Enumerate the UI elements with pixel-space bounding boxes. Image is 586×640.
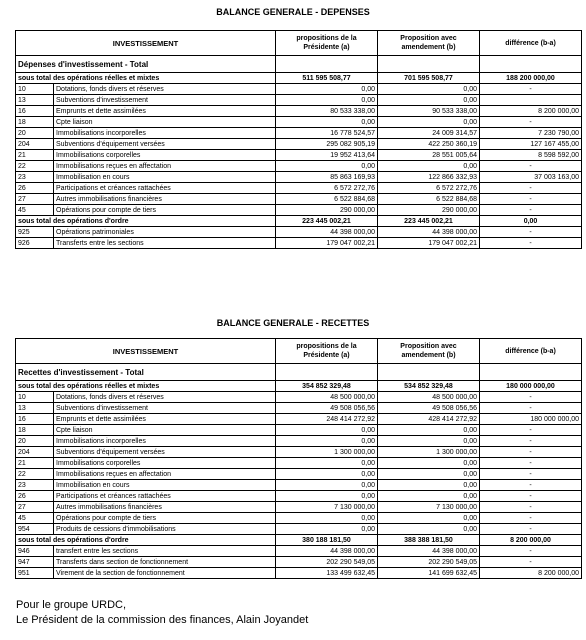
row-amendement: 0,00 [378, 458, 480, 469]
table-row [16, 238, 582, 249]
row-code: 204 [16, 447, 54, 458]
row-proposition: 290 000,00 [276, 205, 378, 216]
row-code: 13 [16, 95, 54, 106]
row-proposition: 0,00 [276, 458, 378, 469]
row-difference: - [480, 502, 582, 513]
subtotal-proposition: 354 852 329,48 [276, 381, 378, 392]
row-difference: 7 230 790,00 [480, 128, 582, 139]
table-row [16, 117, 582, 128]
subtotal-label: sous total des opérations d'ordre [16, 535, 276, 546]
row-proposition: 44 398 000,00 [276, 546, 378, 557]
subtotal-difference: 0,00 [480, 216, 582, 227]
recettes-table [15, 338, 582, 579]
row-label: Immobilisations corporelles [54, 458, 276, 469]
subtotal-proposition: 511 595 508,77 [276, 73, 378, 84]
row-difference: 8 200 000,00 [480, 568, 582, 579]
row-proposition: 49 508 056,56 [276, 403, 378, 414]
row-label: Opérations pour compte de tiers [54, 205, 276, 216]
row-amendement: 0,00 [378, 161, 480, 172]
table-row [16, 513, 582, 524]
row-label: Immobilisations reçues en affectation [54, 161, 276, 172]
row-proposition: 0,00 [276, 436, 378, 447]
column-header-label: INVESTISSEMENT [16, 31, 276, 56]
row-difference: - [480, 436, 582, 447]
table-row [16, 502, 582, 513]
section-title: Recettes d'investissement - Total [16, 364, 276, 381]
row-proposition: 19 952 413,64 [276, 150, 378, 161]
row-code: 22 [16, 161, 54, 172]
row-code: 45 [16, 513, 54, 524]
subtotal-label: sous total des opérations réelles et mixtes [16, 73, 276, 84]
row-proposition: 0,00 [276, 524, 378, 535]
row-proposition: 48 500 000,00 [276, 392, 378, 403]
row-amendement: 0,00 [378, 469, 480, 480]
table-row [16, 95, 582, 106]
row-code: 27 [16, 194, 54, 205]
row-amendement: 48 500 000,00 [378, 392, 480, 403]
column-header-difference: différence (b-a) [480, 339, 582, 364]
row-difference: - [480, 469, 582, 480]
row-label: Virement de la section de fonctionnement [54, 568, 276, 579]
row-code: 951 [16, 568, 54, 579]
row-code: 204 [16, 139, 54, 150]
empty-cell [378, 56, 480, 73]
subtotal-difference: 188 200 000,00 [480, 73, 582, 84]
row-code: 23 [16, 172, 54, 183]
depenses-title: BALANCE GENERALE - DEPENSES [216, 7, 370, 17]
row-proposition: 0,00 [276, 513, 378, 524]
row-difference: - [480, 447, 582, 458]
empty-cell [378, 364, 480, 381]
subtotal-label: sous total des opérations réelles et mixtes [16, 381, 276, 392]
row-difference: - [480, 425, 582, 436]
row-difference: - [480, 238, 582, 249]
subtotal-label: sous total des opérations d'ordre [16, 216, 276, 227]
subtotal-ordre-row [16, 535, 582, 546]
header-row [16, 339, 582, 364]
empty-cell [480, 364, 582, 381]
row-label: Participations et créances rattachées [54, 491, 276, 502]
subtotal-amendement: 534 852 329,48 [378, 381, 480, 392]
section-row [16, 56, 582, 73]
row-amendement: 24 009 314,57 [378, 128, 480, 139]
row-label: Dotations, fonds divers et réserves [54, 392, 276, 403]
table-row [16, 161, 582, 172]
row-difference: - [480, 557, 582, 568]
row-code: 21 [16, 150, 54, 161]
row-amendement: 428 414 272,92 [378, 414, 480, 425]
row-label: Opérations pour compte de tiers [54, 513, 276, 524]
section-row [16, 364, 582, 381]
row-difference: - [480, 205, 582, 216]
row-label: Opérations patrimoniales [54, 227, 276, 238]
row-label: Produits de cessions d'immobilisations [54, 524, 276, 535]
row-proposition: 179 047 002,21 [276, 238, 378, 249]
row-label: Immobilisations incorporelles [54, 128, 276, 139]
row-amendement: 7 130 000,00 [378, 502, 480, 513]
row-proposition: 0,00 [276, 161, 378, 172]
table-row [16, 183, 582, 194]
row-amendement: 122 866 332,93 [378, 172, 480, 183]
subtotal-proposition: 223 445 002,21 [276, 216, 378, 227]
row-difference: - [480, 513, 582, 524]
row-code: 946 [16, 546, 54, 557]
row-proposition: 0,00 [276, 425, 378, 436]
row-amendement: 90 533 338,00 [378, 106, 480, 117]
table-row [16, 469, 582, 480]
table-row [16, 403, 582, 414]
row-code: 18 [16, 425, 54, 436]
row-proposition: 16 778 524,57 [276, 128, 378, 139]
row-difference: 180 000 000,00 [480, 414, 582, 425]
row-amendement: 44 398 000,00 [378, 546, 480, 557]
row-proposition: 44 398 000,00 [276, 227, 378, 238]
row-amendement: 422 250 360,19 [378, 139, 480, 150]
row-proposition: 85 863 169,93 [276, 172, 378, 183]
row-label: Transferts entre les sections [54, 238, 276, 249]
row-amendement: 0,00 [378, 84, 480, 95]
row-amendement: 0,00 [378, 513, 480, 524]
table-row [16, 392, 582, 403]
row-code: 925 [16, 227, 54, 238]
row-amendement: 202 290 549,05 [378, 557, 480, 568]
row-amendement: 28 551 005,64 [378, 150, 480, 161]
row-label: Dotations, fonds divers et réserves [54, 84, 276, 95]
row-label: Immobilisations incorporelles [54, 436, 276, 447]
table-row [16, 458, 582, 469]
table-row [16, 139, 582, 150]
column-header-amendement: Proposition avec amendement (b) [378, 31, 480, 56]
row-label: Autres immobilisations financières [54, 194, 276, 205]
subtotal-reelles-row [16, 73, 582, 84]
row-amendement: 6 522 884,68 [378, 194, 480, 205]
depenses-table [15, 30, 582, 249]
row-code: 23 [16, 480, 54, 491]
header-row [16, 31, 582, 56]
table-row [16, 172, 582, 183]
row-code: 18 [16, 117, 54, 128]
row-amendement: 44 398 000,00 [378, 227, 480, 238]
row-code: 20 [16, 436, 54, 447]
row-amendement: 0,00 [378, 117, 480, 128]
subtotal-difference: 180 000 000,00 [480, 381, 582, 392]
row-label: Subventions d'équipement versées [54, 139, 276, 150]
row-difference: - [480, 161, 582, 172]
row-code: 20 [16, 128, 54, 139]
row-proposition: 0,00 [276, 117, 378, 128]
row-code: 22 [16, 469, 54, 480]
row-code: 10 [16, 84, 54, 95]
section-title: Dépenses d'investissement - Total [16, 56, 276, 73]
subtotal-amendement: 388 388 181,50 [378, 535, 480, 546]
row-amendement: 6 572 272,76 [378, 183, 480, 194]
row-proposition: 0,00 [276, 480, 378, 491]
row-proposition: 133 499 632,45 [276, 568, 378, 579]
table-row [16, 557, 582, 568]
row-proposition: 0,00 [276, 84, 378, 95]
footer-group-line: Pour le groupe URDC, [16, 599, 127, 611]
row-label: Immobilisation en cours [54, 480, 276, 491]
row-difference: 8 598 592,00 [480, 150, 582, 161]
row-label: transfert entre les sections [54, 546, 276, 557]
row-difference: - [480, 227, 582, 238]
row-difference: - [480, 403, 582, 414]
row-amendement: 49 508 056,56 [378, 403, 480, 414]
table-row [16, 414, 582, 425]
table-row [16, 480, 582, 491]
subtotal-reelles-row [16, 381, 582, 392]
row-difference: - [480, 392, 582, 403]
table-row [16, 128, 582, 139]
table-row [16, 568, 582, 579]
row-proposition: 0,00 [276, 469, 378, 480]
column-header-amendement: Proposition avec amendement (b) [378, 339, 480, 364]
row-amendement: 290 000,00 [378, 205, 480, 216]
row-difference: 8 200 000,00 [480, 106, 582, 117]
row-label: Cpte liaison [54, 117, 276, 128]
empty-cell [276, 56, 378, 73]
row-code: 26 [16, 491, 54, 502]
subtotal-difference: 8 200 000,00 [480, 535, 582, 546]
row-amendement: 141 699 632,45 [378, 568, 480, 579]
row-difference [480, 95, 582, 106]
footer-signature-line: Le Président de la commission des finances, Alain Joyandet [16, 614, 309, 626]
table-row [16, 106, 582, 117]
row-code: 21 [16, 458, 54, 469]
row-difference: - [480, 480, 582, 491]
row-proposition: 0,00 [276, 491, 378, 502]
column-header-proposition: propositions de la Présidente (a) [276, 31, 378, 56]
row-difference: - [480, 117, 582, 128]
row-label: Subventions d'équipement versées [54, 447, 276, 458]
row-code: 16 [16, 414, 54, 425]
row-code: 13 [16, 403, 54, 414]
row-label: Participations et créances rattachées [54, 183, 276, 194]
row-code: 16 [16, 106, 54, 117]
row-code: 10 [16, 392, 54, 403]
row-amendement: 0,00 [378, 436, 480, 447]
column-header-proposition: propositions de la Présidente (a) [276, 339, 378, 364]
row-label: Subventions d'investissement [54, 403, 276, 414]
row-proposition: 202 290 549,05 [276, 557, 378, 568]
row-label: Immobilisation en cours [54, 172, 276, 183]
row-difference: - [480, 491, 582, 502]
row-proposition: 6 522 884,68 [276, 194, 378, 205]
table-row [16, 447, 582, 458]
table-row [16, 425, 582, 436]
row-label: Immobilisations reçues en affectation [54, 469, 276, 480]
column-header-label: INVESTISSEMENT [16, 339, 276, 364]
row-label: Emprunts et dette assimilées [54, 106, 276, 117]
row-proposition: 295 082 905,19 [276, 139, 378, 150]
row-amendement: 0,00 [378, 480, 480, 491]
row-amendement: 0,00 [378, 425, 480, 436]
column-header-difference: différence (b-a) [480, 31, 582, 56]
row-proposition: 6 572 272,76 [276, 183, 378, 194]
table-row [16, 150, 582, 161]
row-proposition: 0,00 [276, 95, 378, 106]
table-row [16, 194, 582, 205]
row-amendement: 0,00 [378, 95, 480, 106]
subtotal-ordre-row [16, 216, 582, 227]
table-row [16, 227, 582, 238]
row-amendement: 1 300 000,00 [378, 447, 480, 458]
row-label: Autres immobilisations financières [54, 502, 276, 513]
table-row [16, 491, 582, 502]
row-code: 27 [16, 502, 54, 513]
table-row [16, 546, 582, 557]
table-row [16, 205, 582, 216]
row-difference: - [480, 84, 582, 95]
row-amendement: 0,00 [378, 524, 480, 535]
row-proposition: 248 414 272,92 [276, 414, 378, 425]
table-row [16, 436, 582, 447]
row-label: Subventions d'investissement [54, 95, 276, 106]
row-difference: - [480, 546, 582, 557]
subtotal-proposition: 380 188 181,50 [276, 535, 378, 546]
empty-cell [480, 56, 582, 73]
row-label: Immobilisations corporelles [54, 150, 276, 161]
empty-cell [276, 364, 378, 381]
subtotal-amendement: 701 595 508,77 [378, 73, 480, 84]
subtotal-amendement: 223 445 002,21 [378, 216, 480, 227]
row-difference: - [480, 183, 582, 194]
row-amendement: 179 047 002,21 [378, 238, 480, 249]
row-label: Cpte liaison [54, 425, 276, 436]
row-code: 947 [16, 557, 54, 568]
recettes-title: BALANCE GENERALE - RECETTES [216, 318, 370, 328]
table-row [16, 524, 582, 535]
row-proposition: 1 300 000,00 [276, 447, 378, 458]
row-difference: 37 003 163,00 [480, 172, 582, 183]
row-difference: - [480, 524, 582, 535]
row-amendement: 0,00 [378, 491, 480, 502]
row-proposition: 7 130 000,00 [276, 502, 378, 513]
row-label: Transferts dans section de fonctionnement [54, 557, 276, 568]
row-code: 45 [16, 205, 54, 216]
row-code: 926 [16, 238, 54, 249]
row-code: 954 [16, 524, 54, 535]
row-difference: - [480, 194, 582, 205]
row-proposition: 80 533 338,00 [276, 106, 378, 117]
row-code: 26 [16, 183, 54, 194]
row-difference: 127 167 455,00 [480, 139, 582, 150]
table-row [16, 84, 582, 95]
row-label: Emprunts et dette assimilées [54, 414, 276, 425]
footer [16, 598, 308, 628]
row-difference: - [480, 458, 582, 469]
